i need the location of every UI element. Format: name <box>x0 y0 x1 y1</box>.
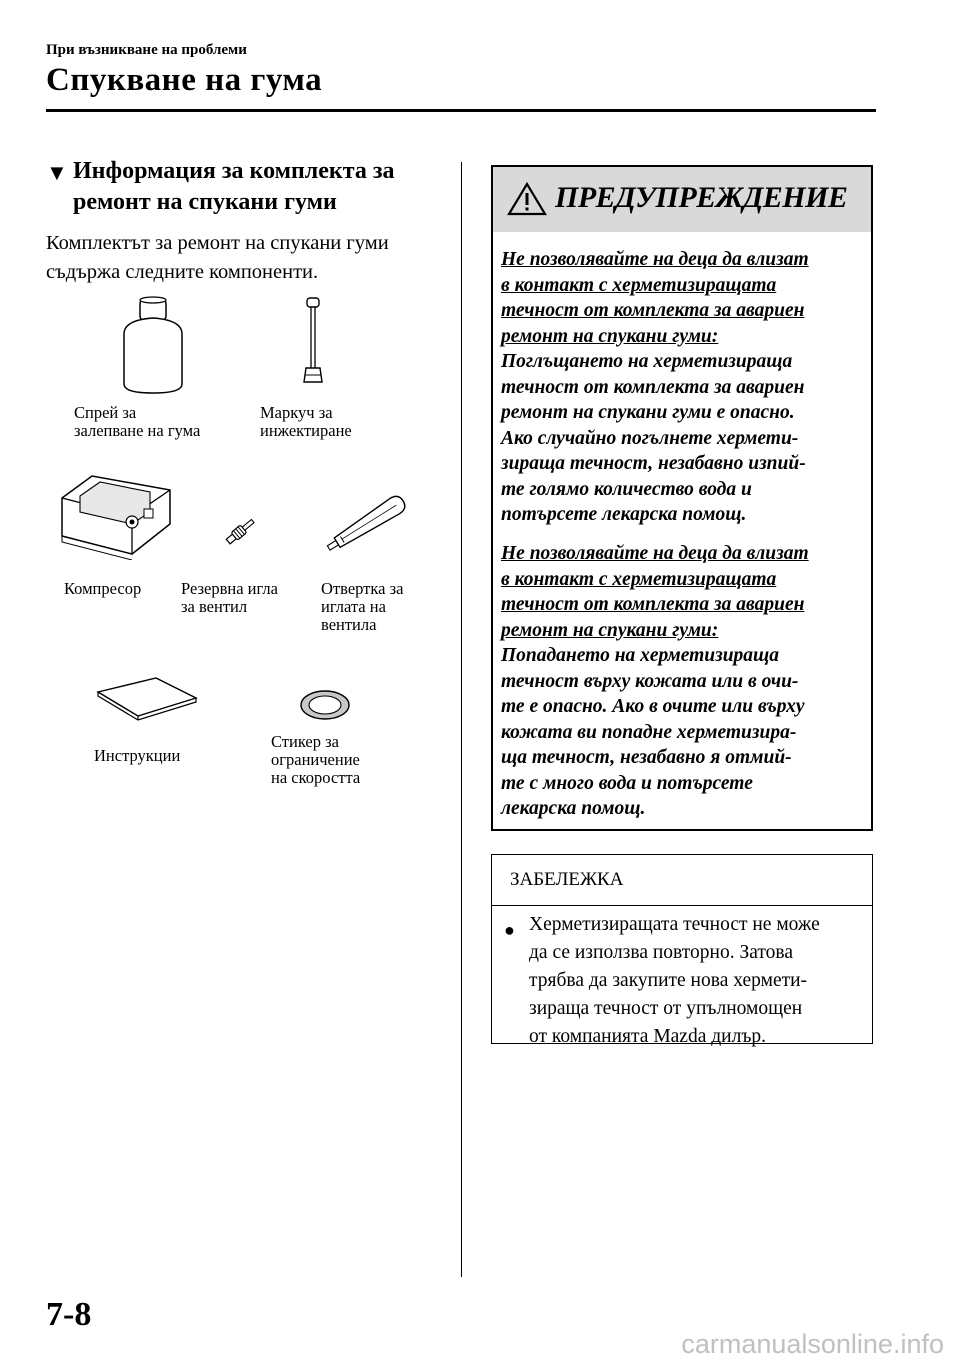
intro-line1: Комплектът за ремонт на спукани гуми <box>46 232 389 254</box>
note-line: трябва да закупите нова хермети- <box>529 970 808 991</box>
note-line: да се използва повторно. Затова <box>529 942 794 963</box>
warning-p2-line: в контакт с херметизиращата <box>501 568 777 590</box>
warning-box <box>491 165 873 831</box>
section-heading-line2: ремонт на спукани гуми <box>73 189 337 215</box>
speed-limit-sticker-icon <box>298 688 352 722</box>
note-text <box>529 911 865 1051</box>
warning-p1-line: течност от комплекта за авариен <box>501 376 805 398</box>
warning-p1-line: зираща течност, незабавно изпий- <box>501 453 806 474</box>
instructions-caption <box>94 747 180 765</box>
warning-p2-line: Попадането на херметизираща <box>501 645 780 666</box>
hose-caption <box>260 404 352 440</box>
screwdriver-caption-line2: иглата на <box>321 597 386 616</box>
warning-p1-line: Поглъщането на херметизираща <box>501 351 793 372</box>
spray-caption-line2: залепване на гума <box>74 421 201 440</box>
valve-core-tool-icon <box>318 492 418 556</box>
compressor-icon <box>56 468 178 560</box>
hose-caption-line2: инжектиране <box>260 421 352 440</box>
warning-p1-line: ремонт на спукани гуми: <box>501 325 719 347</box>
note-title: ЗАБЕЛЕЖКА <box>510 869 624 890</box>
warning-p1-line: течност от комплекта за авариен <box>501 300 805 321</box>
sticker-caption-line2: ограничение <box>271 750 360 769</box>
warning-p2-line: ща течност, незабавно я отмий- <box>501 747 792 768</box>
needle-caption-line1: Резервна игла <box>181 579 278 598</box>
compressor-caption-line1: Компресор <box>64 579 142 598</box>
compressor-caption <box>64 580 141 598</box>
header-rule <box>46 109 876 112</box>
note-line: от компанията Mazda дилър. <box>529 1026 767 1047</box>
section-heading-line1: Информация за комплекта за <box>73 158 395 184</box>
sticker-caption <box>271 733 360 787</box>
screwdriver-caption <box>321 580 403 634</box>
intro-line2: съдържа следните компоненти. <box>46 261 319 283</box>
watermark-text[interactable]: carmanualsonline.info <box>681 1329 944 1359</box>
warning-p2-line: те е опасно. Ако в очите или върху <box>501 696 805 717</box>
page-title: Спукване на гума <box>46 62 323 98</box>
screwdriver-caption-line1: Отвертка за <box>321 579 404 598</box>
note-line: Херметизиращата течност не може <box>529 914 820 935</box>
warning-p2-line: течност от комплекта за авариен <box>501 594 805 615</box>
warning-paragraph-1 <box>501 247 871 528</box>
warning-p2-line: лекарска помощ. <box>501 798 646 819</box>
column-divider <box>461 162 462 1277</box>
breadcrumb: При възникване на проблеми <box>46 42 247 58</box>
warning-p2-line: ремонт на спукани гуми: <box>501 619 719 641</box>
warning-p1-line: Ако случайно погълнете хермети- <box>501 427 799 449</box>
needle-caption <box>181 580 278 616</box>
injection-hose-icon <box>298 296 328 388</box>
needle-caption-line2: за вентил <box>181 597 248 616</box>
note-line: зираща течност от упълномощен <box>529 998 803 1019</box>
warning-p1-line: те голямо количество вода и <box>501 478 752 500</box>
sealant-bottle-icon <box>110 296 196 396</box>
hose-caption-line1: Маркуч за <box>260 403 333 422</box>
warning-p2-line: те с много вода и потърсете <box>501 772 753 794</box>
spray-caption <box>74 404 200 440</box>
note-divider <box>492 905 872 906</box>
page-number: 7-8 <box>46 1296 92 1333</box>
watermark-bar <box>0 1323 960 1362</box>
sticker-caption-line1: Стикер за <box>271 732 339 751</box>
spray-caption-line1: Спрей за <box>74 403 137 422</box>
warning-p2-line: Не позволявайте на деца да влизат <box>501 543 809 564</box>
note-box <box>491 854 873 1047</box>
warning-triangle-icon <box>507 182 547 216</box>
bullet-icon: ● <box>504 920 515 940</box>
screwdriver-caption-line3: вентила <box>321 615 377 634</box>
warning-paragraph-2 <box>501 541 871 822</box>
manual-booklet-icon <box>96 676 198 736</box>
warning-p2-line: течност върху кожата или в очи- <box>501 670 799 692</box>
sticker-caption-line3: на скоростта <box>271 768 361 787</box>
valve-core-icon <box>222 512 262 548</box>
warning-p1-line: Не позволявайте на деца да влизат <box>501 249 809 270</box>
instructions-caption-line1: Инструкции <box>94 746 181 765</box>
warning-header <box>493 167 871 232</box>
warning-p1-line: потърсете лекарска помощ. <box>501 504 747 525</box>
warning-p2-line: кожата ви попадне херметизира- <box>501 721 797 743</box>
warning-p1-line: в контакт с херметизиращата <box>501 274 777 296</box>
warning-title: ПРЕДУПРЕЖДЕНИЕ <box>555 181 848 214</box>
triangle-down-icon: ▼ <box>46 160 68 185</box>
intro-paragraph <box>46 229 456 287</box>
warning-p1-line: ремонт на спукани гуми е опасно. <box>501 402 795 423</box>
